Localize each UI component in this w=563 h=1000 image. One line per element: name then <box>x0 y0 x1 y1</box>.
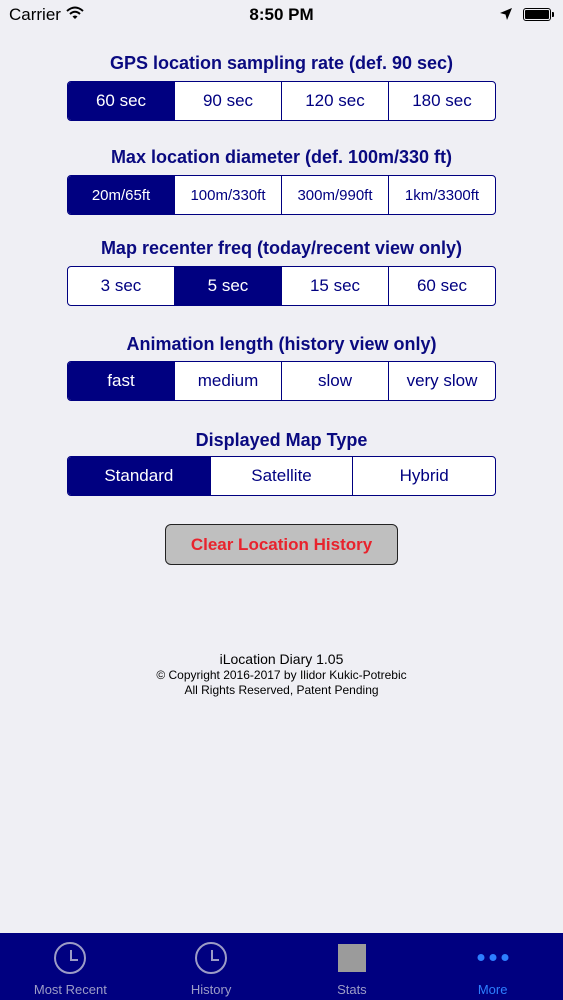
copyright-label: © Copyright 2016-2017 by Ilidor Kukic-Potrebic <box>156 668 407 682</box>
animation-length-option[interactable]: slow <box>281 362 388 400</box>
tab-label: History <box>190 982 232 997</box>
map-recenter-title: Map recenter freq (today/recent view only) <box>100 238 463 258</box>
rights-label: All Rights Reserved, Patent Pending <box>184 683 379 697</box>
map-recenter-option[interactable]: 60 sec <box>388 267 495 305</box>
map-type-option[interactable]: Satellite <box>210 457 353 495</box>
map-recenter-control <box>67 266 496 306</box>
map-type-title: Displayed Map Type <box>195 430 368 450</box>
tab-most-recent[interactable] <box>0 933 141 1000</box>
location-diameter-option[interactable]: 20m/65ft <box>68 176 174 214</box>
tab-bar <box>0 933 563 1000</box>
location-diameter-option[interactable]: 100m/330ft <box>174 176 281 214</box>
tab-more[interactable] <box>422 933 563 1000</box>
tab-history[interactable] <box>141 933 282 1000</box>
sampling-rate-option[interactable]: 180 sec <box>388 82 495 120</box>
tab-label: Most Recent <box>33 982 107 997</box>
sampling-rate-option[interactable]: 60 sec <box>68 82 174 120</box>
tab-stats[interactable] <box>282 933 423 1000</box>
sampling-rate-control <box>67 81 496 121</box>
map-recenter-option[interactable]: 15 sec <box>281 267 388 305</box>
sampling-rate-title: GPS location sampling rate (def. 90 sec) <box>109 53 454 73</box>
sampling-rate-option[interactable]: 90 sec <box>174 82 281 120</box>
map-type-option[interactable]: Standard <box>68 457 210 495</box>
location-diameter-control <box>67 175 496 215</box>
more-icon <box>477 954 508 961</box>
tab-label: More <box>477 982 508 997</box>
map-type-control <box>67 456 496 496</box>
status-time: 8:50 PM <box>249 5 314 24</box>
clear-location-history-button[interactable]: Clear Location History <box>165 524 398 565</box>
location-diameter-title: Max location diameter (def. 100m/330 ft) <box>110 147 453 167</box>
location-diameter-option[interactable]: 1km/3300ft <box>388 176 495 214</box>
animation-length-control <box>67 361 496 401</box>
clock-icon <box>54 942 86 974</box>
stats-icon <box>338 944 366 972</box>
animation-length-option[interactable]: very slow <box>388 362 495 400</box>
animation-length-option[interactable]: medium <box>174 362 281 400</box>
status-bar <box>0 0 563 30</box>
location-diameter-option[interactable]: 300m/990ft <box>281 176 388 214</box>
map-recenter-option[interactable]: 3 sec <box>100 276 142 295</box>
tab-label: Stats <box>337 982 367 997</box>
location-arrow-icon <box>499 6 513 26</box>
map-recenter-option[interactable]: 5 sec <box>174 267 281 305</box>
animation-length-option[interactable]: fast <box>68 362 174 400</box>
map-type-option[interactable]: Hybrid <box>352 457 495 495</box>
animation-length-title: Animation length (history view only) <box>126 334 437 354</box>
app-version-label: iLocation Diary 1.05 <box>219 651 344 667</box>
sampling-rate-option[interactable]: 120 sec <box>281 82 388 120</box>
clock-icon <box>195 942 227 974</box>
carrier-label: Carrier <box>9 5 61 24</box>
battery-icon <box>523 8 551 21</box>
